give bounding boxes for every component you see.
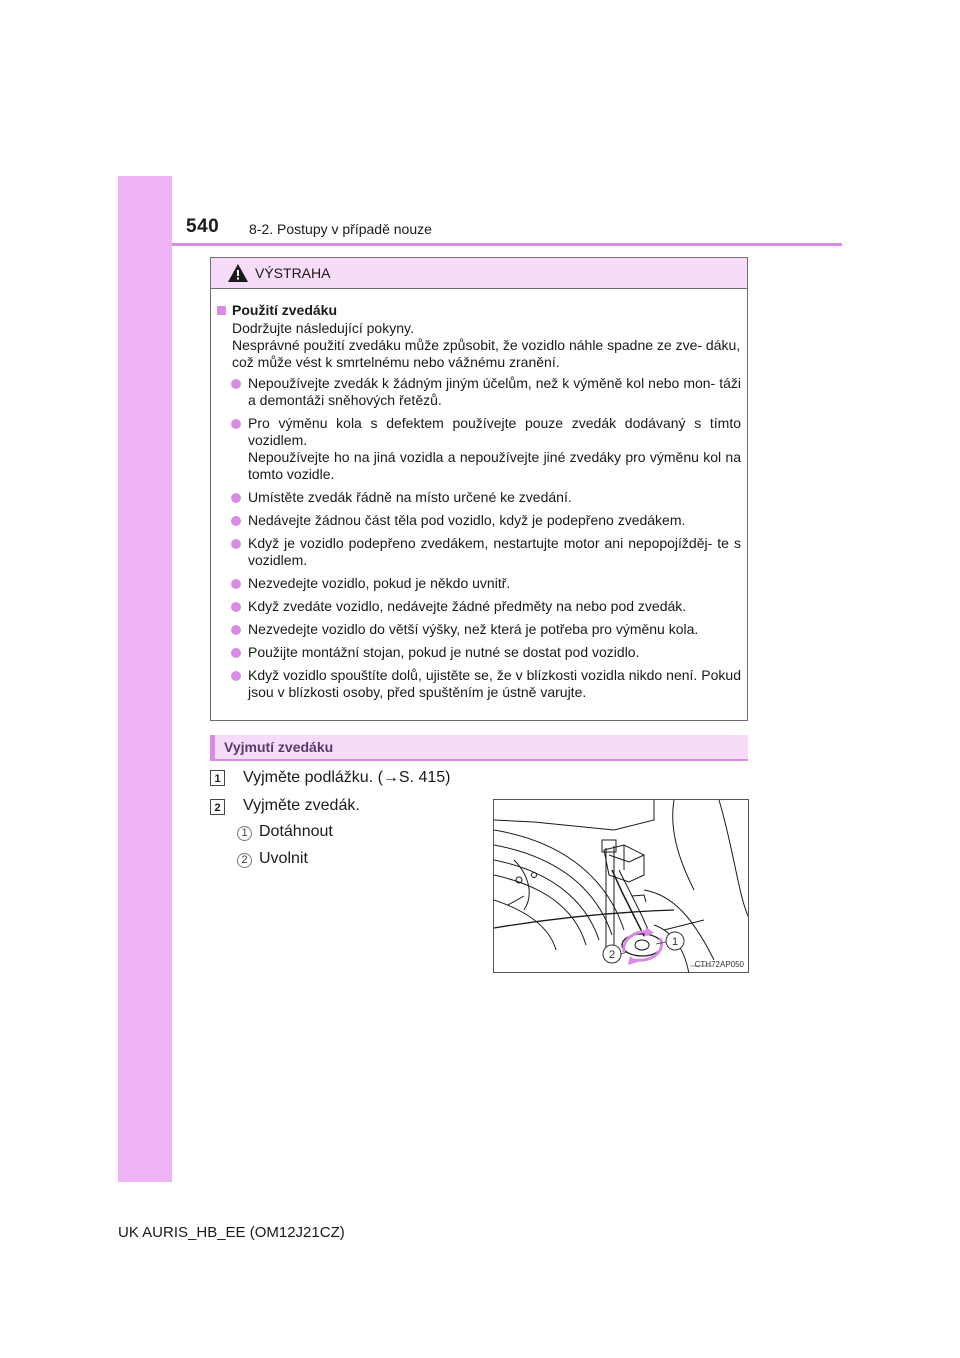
bullet-item: Nezvedejte vozidlo, pokud je někdo uvnitř.: [215, 575, 741, 592]
bullet-dot-icon: [231, 419, 241, 429]
warning-title: VÝSTRAHA: [255, 265, 331, 281]
bullet-dot-icon: [231, 379, 241, 389]
warning-bullet-list: [215, 375, 741, 701]
subitem-number-2: 2: [237, 853, 252, 868]
bullet-dot-icon: [231, 671, 241, 681]
page-number: 540: [186, 216, 220, 237]
bullet-dot-icon: [231, 579, 241, 589]
warning-subheading: [215, 302, 741, 319]
jack-illustration: [494, 800, 749, 973]
bullet-dot-icon: [231, 539, 241, 549]
bullet-item: Nedávejte žádnou část těla pod vozidlo, když je podepřeno zvedákem.: [215, 512, 741, 529]
bullet-item: Když vozidlo spouštíte dolů, ujistěte se, že v blízkosti vozidla nikdo není. Pokud jsou v blízkosti osoby, před spuštěním je ústně varujte.: [215, 667, 741, 701]
figure-code: CTH72AP050: [694, 960, 744, 969]
footer-model: UK AURIS_HB_EE (OM12J21CZ): [118, 1224, 345, 1241]
warning-intro-1: Dodržujte následující pokyny.: [232, 320, 414, 336]
step-text-1: Vyjměte podlážku. (→S. 415): [243, 769, 451, 786]
bullet-item: Nezvedejte vozidlo do větší výšky, než která je potřeba pro výměnu kola.: [215, 621, 741, 638]
subitem-text-1: Dotáhnout: [259, 823, 333, 840]
side-tab-bar: [118, 176, 172, 1182]
bullet-item: Nepoužívejte zvedák k žádným jiným účelům, než k výměně kol nebo mon- táži a demontáži sněhových řetězů.: [215, 375, 741, 409]
section-title: 8-2. Postupy v případě nouze: [249, 221, 432, 237]
warning-box: [210, 257, 748, 721]
warning-intro-2: Nesprávné použití zvedáku může způsobit, že vozidlo náhle spadne ze zve- dáku, což může vést k smrtelnému nebo vážnému zranění.: [232, 337, 741, 370]
warning-subheading-text: Použití zvedáku: [232, 302, 338, 318]
subitem-number-1: 1: [237, 826, 252, 841]
bullet-dot-icon: [231, 625, 241, 635]
step-number-2: 2: [210, 799, 225, 815]
square-bullet-icon: [217, 306, 226, 315]
step-text-2: Vyjměte zvedák.: [243, 797, 360, 814]
header-rule: [172, 243, 842, 246]
bullet-dot-icon: [231, 602, 241, 612]
bullet-item: Umístěte zvedák řádně na místo určené ke zvedání.: [215, 489, 741, 506]
warning-triangle-icon: [227, 263, 249, 283]
bullet-dot-icon: [231, 648, 241, 658]
bullet-dot-icon: [231, 516, 241, 526]
bullet-item: Když zvedáte vozidlo, nedávejte žádné předměty na nebo pod zvedák.: [215, 598, 741, 615]
warning-body: [211, 288, 747, 707]
step-number-1: 1: [210, 770, 225, 786]
warning-header: [211, 258, 747, 289]
bullet-dot-icon: [231, 493, 241, 503]
callout-1-label: 1: [671, 936, 679, 948]
section-header-jack-removal: [210, 735, 748, 761]
bullet-item: Pro výměnu kola s defektem používejte pouze zvedák dodávaný s tímto vozidlem. Nepoužívejte ho na jiná vozidla a nepoužívejte jiné zvedáky pro výměnu kol na tomto vozidle.: [215, 415, 741, 483]
section-header-bar: [210, 735, 215, 759]
bullet-item: Použijte montážní stojan, pokud je nutné se dostat pod vozidlo.: [215, 644, 741, 661]
section-header-title: Vyjmutí zvedáku: [224, 739, 334, 755]
bullet-item: Když je vozidlo podepřeno zvedákem, nestartujte motor ani nepopojížděj- te s vozidlem.: [215, 535, 741, 569]
subitem-text-2: Uvolnit: [259, 850, 308, 867]
jack-figure: [493, 799, 749, 973]
callout-2-label: 2: [608, 949, 616, 961]
